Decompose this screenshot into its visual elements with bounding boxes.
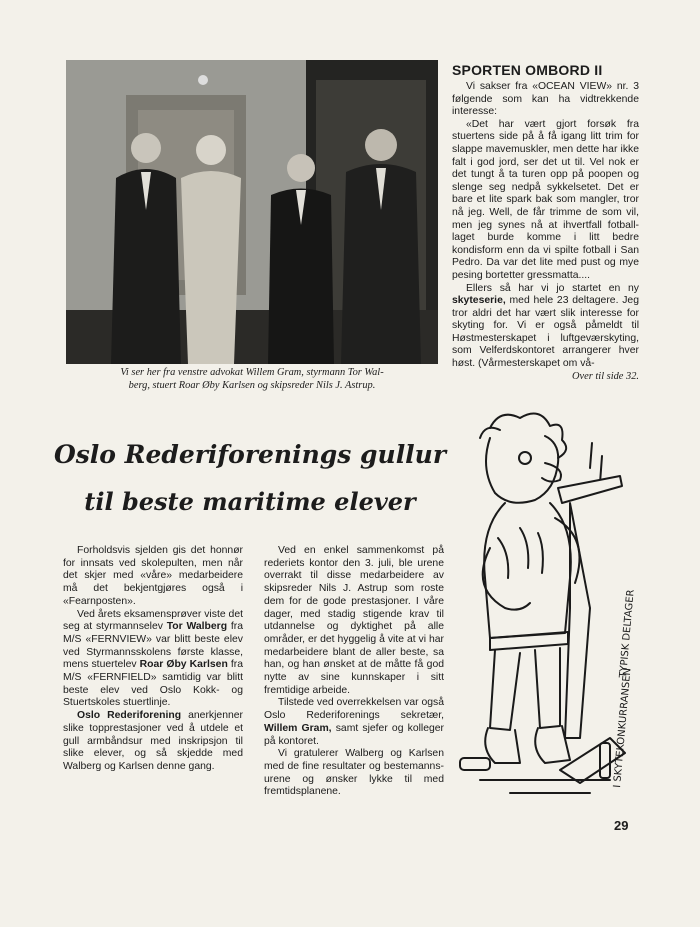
cartoon-illustration [450,408,640,808]
sidebar-paragraph [452,283,639,371]
continued-note: Over til side 32. [572,370,639,382]
sidebar-paragraph [452,119,639,283]
caption-line-1: Vi ser her fra venstre advokat Willem Gram, styrmann Tor Wal- [120,367,384,378]
col2-paragraph: Vi gratulerer Walberg og Karlsen med de fine resultater og bestemanns-urene og ønsker lykke til med fremtidsplanene. [264,748,444,798]
sidebar-heading: SPORTEN OMBORD II [452,62,603,78]
col1-p2a: Ved årets eksamensprøver viste det seg at styrmannselev [63,608,243,633]
sidebar-p1: Vi sakser fra «OCEAN VIEW» nr. 3 følgende som kan ha vidtrekkende interesse: [452,81,639,118]
article-title-line-2: til beste maritime elever [84,487,416,516]
col1-paragraph [63,710,243,774]
col2-paragraph: Ved en enkel sammenkomst på rederiets kontor den 3. juli, ble urene overrakt til disse medarbeidere av skipsreder Nils J. Astrup som roste dem for de gode prestasjoner. I våre dager, med stadig stigende krav til utdannelse og dyktighet på alle områder, er det hyggelig å vite at vi har medarbeidere blant de aller beste, sa han, og han ønsket at de måtte få god nytte av sine kunnskaper i sitt fremtidige arbeide. [264,545,444,696]
col2-p2c: samt sjefer og kolleger på kontoret. [264,722,445,747]
col1-p3b: anerkjenner slike topprestasjoner ved å utdele et gull armbåndsur med inskripsjon til slike elever, og så skjedde med Walberg og Karlsen denne gang. [63,710,243,772]
col1-p3a: Oslo Rederiforening [77,710,182,722]
article-column-1 [63,545,243,774]
article-column-2 [264,545,444,799]
col1-paragraph [63,609,243,711]
sport-sidebar [452,62,639,383]
col1-p2e: fra M/S «FERNFIELD» samtidig var blitt beste elev ved Oslo Kokk- og Stuertskoles stuertlinje. [63,659,244,709]
cartoon-label-right: I SKYTEKONKURRANSEN [612,667,634,789]
sidebar-p3a: Ellers så har vi jo startet en ny [466,282,639,294]
group-photo [66,60,438,364]
group-photo-icon [66,60,438,364]
col2-p2a: Tilstede ved overrekkelsen var også Oslo Rederiforenings sekretær, [264,697,444,722]
sidebar-paragraph [452,81,639,119]
page-number: 29 [614,818,629,833]
sidebar-p2: «Det har vært gjort forsøk fra stuertens side på å få igang litt trim for slappe mavemuskler, men dette har ikke falt i god jord, ser det ut til. Vel nok er det tungt å ta turen opp på poopen og slenge seg nedpå sykkelsetet. Det er bare et lite spark bak som mangler, tror nå jeg. Well, de får trimme de som vil, men jeg synes nå at ihvertfall fotball-laget burde komme i litt bedre kondisform enn da vi spilte fotball i San Pedro. Da var det lite med pust og mye pesing bortetter gressmatta.... [452,118,639,281]
col1-p2c: fra M/S «FERNVIEW» var blitt beste elev ved Styrmannsskolens første klasse, mens stuertelev [63,621,243,671]
col1-p2b: Tor Walberg [166,621,228,633]
photo-caption [66,367,438,392]
sidebar-p3b: skyteserie, [452,295,506,307]
col2-paragraph [264,697,444,748]
col1-paragraph: Forholdsvis sjelden gis det honnør for innsats ved skolepulten, men når det skjer med «våre» medarbeidere må det bekjentgjøres også i «Fearnposten». [63,545,243,607]
col1-p2d: Roar Øby Karlsen [139,659,228,671]
shooter-cartoon-icon [450,408,640,808]
col2-p2b: Willem Gram, [264,722,332,734]
caption-line-2: berg, stuert Roar Øby Karlsen og skipsreder Nils J. Astrup. [128,379,376,391]
article-title-line-1: Oslo Rederiforenings gullur [53,440,447,469]
cartoon-label-left: TYPISK DELTAGER [618,589,637,679]
sidebar-p3c: med hele 23 deltagere. Jeg tror aldri det har vært slik interesse for skyting for. Vi er også påmeldt til Høstmesterskapet i luftgeværskyting, som Velferdskontoret arrangerer hver høst. (Vårmesterskapet om vå- [452,295,639,370]
